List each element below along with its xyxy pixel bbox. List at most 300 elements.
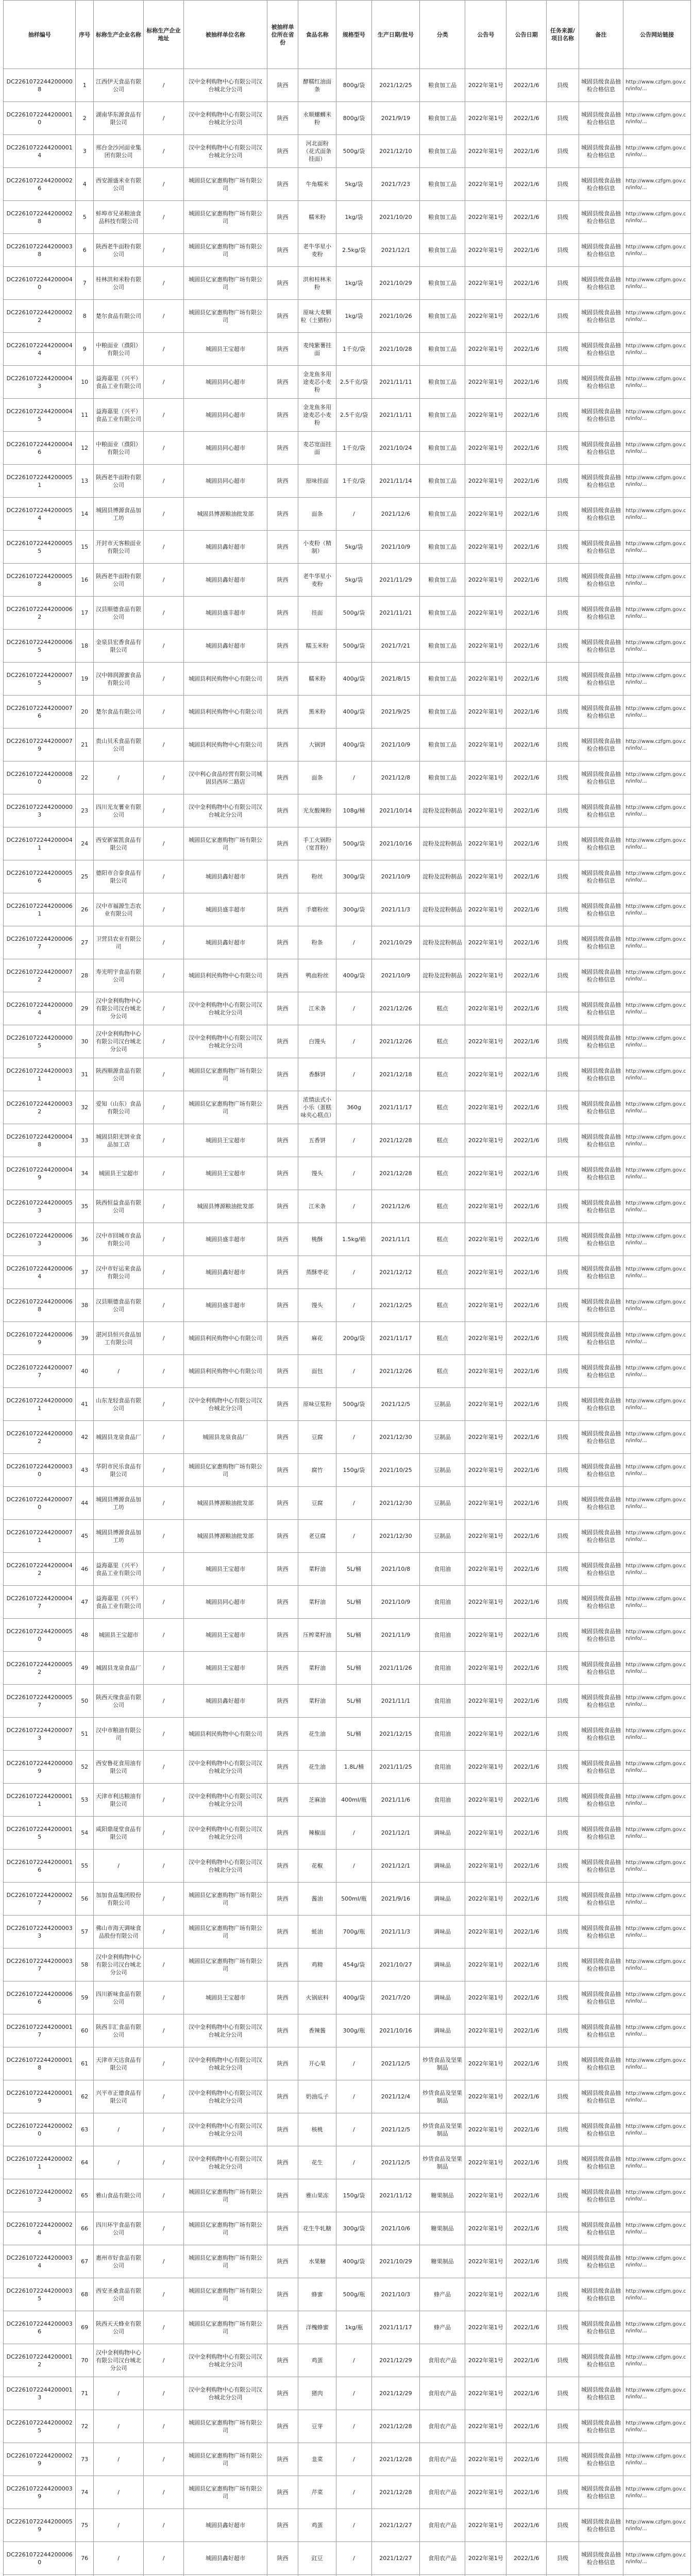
cell-announcement-link[interactable]: http://www.czfgm.gov.cn/info/... bbox=[623, 135, 691, 168]
cell-manufacturer-name: 汉县顺德食品有限公司 bbox=[93, 1289, 143, 1322]
cell-serial-no: 65 bbox=[76, 2179, 94, 2212]
cell-spec-model: / bbox=[336, 2542, 371, 2575]
cell-task-source: 县级 bbox=[547, 432, 579, 465]
cell-sample-id: DC22610722442000070 bbox=[4, 1487, 76, 1520]
cell-sampled-unit-name: 城固县亿家惠购物广场有限公司 bbox=[183, 2410, 267, 2443]
cell-sampled-unit-name: 城固县利民购物中心有限公司 bbox=[183, 959, 267, 992]
cell-sampled-unit-name: 城固县亿家惠购物广场有限公司 bbox=[183, 2278, 267, 2311]
cell-announcement-no: 2022年第1号 bbox=[465, 1619, 506, 1652]
cell-serial-no: 40 bbox=[76, 1355, 94, 1388]
cell-announcement-no: 2022年第1号 bbox=[465, 135, 506, 168]
cell-announcement-link[interactable]: http://www.czfgm.gov.cn/info/... bbox=[623, 1784, 691, 1817]
table-row bbox=[4, 1520, 691, 1553]
cell-announcement-date: 2022/1/6 bbox=[506, 1388, 547, 1421]
cell-sampled-unit-name: 城固县亿家惠购物广场有限公司 bbox=[183, 2245, 267, 2278]
cell-announcement-link[interactable]: http://www.czfgm.gov.cn/info/... bbox=[623, 1355, 691, 1388]
cell-sample-id: DC22610722442000044 bbox=[4, 333, 76, 366]
cell-announcement-link[interactable]: http://www.czfgm.gov.cn/info/... bbox=[623, 564, 691, 597]
column-header-announcement-link: 公告网站链接 bbox=[623, 1, 691, 69]
cell-serial-no: 69 bbox=[76, 2311, 94, 2344]
cell-manufacturer-address: / bbox=[144, 69, 184, 102]
cell-serial-no: 71 bbox=[76, 2377, 94, 2410]
cell-announcement-link[interactable]: http://www.czfgm.gov.cn/info/... bbox=[623, 827, 691, 860]
cell-manufacturer-name: 汉中金利购物中心有限公司汉台城北分公司 bbox=[93, 2344, 143, 2377]
cell-manufacturer-name: / bbox=[93, 2476, 143, 2509]
cell-announcement-no: 2022年第1号 bbox=[465, 1916, 506, 1948]
cell-food-name: 手工火锅粉（宽苕粉） bbox=[298, 827, 336, 860]
cell-serial-no: 4 bbox=[76, 168, 94, 201]
cell-sample-id: DC22610722442000040 bbox=[4, 267, 76, 300]
cell-announcement-link[interactable]: http://www.czfgm.gov.cn/info/... bbox=[623, 1388, 691, 1421]
cell-announcement-date: 2022/1/6 bbox=[506, 1751, 547, 1784]
cell-manufacturer-address: / bbox=[144, 926, 184, 959]
cell-manufacturer-name: 汉中韩润源蜜食品有限公司 bbox=[93, 663, 143, 696]
cell-production-date: 2021/10/9 bbox=[372, 531, 420, 564]
cell-sample-id: DC22610722442000018 bbox=[4, 2047, 76, 2080]
cell-category: 糖果制品 bbox=[419, 2245, 465, 2278]
cell-remarks: 城固县级食品抽检合格信息 bbox=[579, 1784, 623, 1817]
cell-manufacturer-address: / bbox=[144, 1091, 184, 1124]
cell-announcement-no: 2022年第1号 bbox=[465, 432, 506, 465]
cell-announcement-link[interactable]: http://www.czfgm.gov.cn/info/... bbox=[623, 1058, 691, 1091]
cell-food-name: 鸡精 bbox=[298, 1948, 336, 1981]
cell-food-name: 鸭血粉丝 bbox=[298, 959, 336, 992]
cell-remarks: 城固县级食品抽检合格信息 bbox=[579, 2113, 623, 2146]
cell-manufacturer-address: / bbox=[144, 1685, 184, 1718]
cell-announcement-no: 2022年第1号 bbox=[465, 2014, 506, 2047]
cell-announcement-link[interactable]: http://www.czfgm.gov.cn/info/... bbox=[623, 1190, 691, 1223]
cell-remarks: 城固县级食品抽检合格信息 bbox=[579, 1157, 623, 1190]
cell-food-name: 原味豆浆粉 bbox=[298, 1388, 336, 1421]
cell-announcement-link[interactable]: http://www.czfgm.gov.cn/info/... bbox=[623, 2113, 691, 2146]
cell-announcement-date: 2022/1/6 bbox=[506, 1586, 547, 1619]
cell-announcement-link[interactable]: http://www.czfgm.gov.cn/info/... bbox=[623, 234, 691, 267]
cell-serial-no: 7 bbox=[76, 267, 94, 300]
cell-serial-no: 9 bbox=[76, 333, 94, 366]
cell-announcement-link[interactable]: http://www.czfgm.gov.cn/info/... bbox=[623, 1322, 691, 1355]
cell-announcement-link[interactable]: http://www.czfgm.gov.cn/info/... bbox=[623, 465, 691, 498]
cell-sample-id: DC22610722442000061 bbox=[4, 893, 76, 926]
cell-spec-model: 5L/桶 bbox=[336, 1718, 371, 1751]
cell-announcement-link[interactable]: http://www.czfgm.gov.cn/info/... bbox=[623, 1948, 691, 1981]
cell-food-name: 蜂蜜 bbox=[298, 2278, 336, 2311]
cell-sampled-unit-name: 城固县亿家惠购物广场有限公司 bbox=[183, 234, 267, 267]
cell-task-source: 县级 bbox=[547, 2443, 579, 2476]
table-row bbox=[4, 663, 691, 696]
cell-announcement-link[interactable]: http://www.czfgm.gov.cn/info/... bbox=[623, 1981, 691, 2014]
cell-spec-model: 500g/袋 bbox=[336, 597, 371, 630]
cell-serial-no: 53 bbox=[76, 1784, 94, 1817]
cell-category: 糕点 bbox=[419, 1223, 465, 1256]
cell-sampled-unit-province: 陕西 bbox=[267, 2377, 298, 2410]
cell-remarks: 城固县级食品抽检合格信息 bbox=[579, 2509, 623, 2542]
cell-serial-no: 47 bbox=[76, 1586, 94, 1619]
cell-sample-id: DC22610722442000003 bbox=[4, 794, 76, 827]
cell-food-name: 猪肉 bbox=[298, 2377, 336, 2410]
cell-sample-id: DC22610722442000071 bbox=[4, 1520, 76, 1553]
cell-announcement-link[interactable]: http://www.czfgm.gov.cn/info/... bbox=[623, 531, 691, 564]
cell-serial-no: 12 bbox=[76, 432, 94, 465]
cell-announcement-link[interactable]: http://www.czfgm.gov.cn/info/... bbox=[623, 1586, 691, 1619]
cell-remarks: 城固县级食品抽检合格信息 bbox=[579, 2542, 623, 2575]
cell-announcement-no: 2022年第1号 bbox=[465, 1157, 506, 1190]
cell-announcement-date: 2022/1/6 bbox=[506, 1718, 547, 1751]
cell-announcement-link[interactable]: http://www.czfgm.gov.cn/info/... bbox=[623, 1091, 691, 1124]
cell-manufacturer-address: / bbox=[144, 1883, 184, 1916]
cell-announcement-no: 2022年第1号 bbox=[465, 2311, 506, 2344]
cell-spec-model: 150g/袋 bbox=[336, 2179, 371, 2212]
cell-announcement-link[interactable]: http://www.czfgm.gov.cn/info/... bbox=[623, 366, 691, 399]
cell-remarks: 城固县级食品抽检合格信息 bbox=[579, 630, 623, 663]
cell-announcement-link[interactable]: http://www.czfgm.gov.cn/info/... bbox=[623, 1223, 691, 1256]
cell-remarks: 城固县级食品抽检合格信息 bbox=[579, 1817, 623, 1850]
cell-announcement-link[interactable]: http://www.czfgm.gov.cn/info/... bbox=[623, 728, 691, 761]
cell-manufacturer-address: / bbox=[144, 2080, 184, 2113]
cell-task-source: 县级 bbox=[547, 1685, 579, 1718]
table-row bbox=[4, 597, 691, 630]
cell-announcement-link[interactable]: http://www.czfgm.gov.cn/info/... bbox=[623, 1124, 691, 1157]
cell-announcement-link[interactable]: http://www.czfgm.gov.cn/info/... bbox=[623, 630, 691, 663]
cell-sampled-unit-name: 城固县亿家惠购物广场有限公司 bbox=[183, 2311, 267, 2344]
cell-production-date: 2021/12/1 bbox=[372, 1850, 420, 1883]
cell-announcement-link[interactable]: http://www.czfgm.gov.cn/info/... bbox=[623, 2443, 691, 2476]
cell-spec-model: / bbox=[336, 992, 371, 1025]
cell-announcement-link[interactable]: http://www.czfgm.gov.cn/info/... bbox=[623, 1817, 691, 1850]
cell-production-date: 2021/8/15 bbox=[372, 663, 420, 696]
table-row bbox=[4, 1058, 691, 1091]
cell-spec-model: 360g bbox=[336, 1091, 371, 1124]
cell-announcement-link[interactable]: http://www.czfgm.gov.cn/info/... bbox=[623, 794, 691, 827]
cell-spec-model: / bbox=[336, 1025, 371, 1058]
cell-sample-id: DC22610722442000009 bbox=[4, 1751, 76, 1784]
cell-sampled-unit-name: 城固县龙泉食品厂 bbox=[183, 1421, 267, 1454]
cell-announcement-link[interactable]: http://www.czfgm.gov.cn/info/... bbox=[623, 1685, 691, 1718]
cell-manufacturer-address: / bbox=[144, 1388, 184, 1421]
cell-announcement-link[interactable]: http://www.czfgm.gov.cn/info/... bbox=[623, 2146, 691, 2179]
cell-category: 粮食加工品 bbox=[419, 761, 465, 794]
cell-announcement-link[interactable]: http://www.czfgm.gov.cn/info/... bbox=[623, 2509, 691, 2542]
cell-announcement-link[interactable]: http://www.czfgm.gov.cn/info/... bbox=[623, 102, 691, 135]
cell-spec-model: / bbox=[336, 2344, 371, 2377]
cell-manufacturer-name: 西安源盛米业有限公司 bbox=[93, 168, 143, 201]
cell-task-source: 县级 bbox=[547, 300, 579, 333]
cell-announcement-link[interactable]: http://www.czfgm.gov.cn/info/... bbox=[623, 663, 691, 696]
cell-announcement-link[interactable]: http://www.czfgm.gov.cn/info/... bbox=[623, 2377, 691, 2410]
cell-announcement-link[interactable]: http://www.czfgm.gov.cn/info/... bbox=[623, 2278, 691, 2311]
cell-announcement-link[interactable]: http://www.czfgm.gov.cn/info/... bbox=[623, 959, 691, 992]
cell-announcement-link[interactable]: http://www.czfgm.gov.cn/info/... bbox=[623, 696, 691, 728]
cell-category: 糕点 bbox=[419, 1058, 465, 1091]
cell-announcement-date: 2022/1/6 bbox=[506, 2146, 547, 2179]
cell-sample-id: DC22610722442000069 bbox=[4, 1322, 76, 1355]
cell-production-date: 2021/12/8 bbox=[372, 761, 420, 794]
cell-sampled-unit-name: 城固县亿家惠购物广场有限公司 bbox=[183, 2476, 267, 2509]
cell-production-date: 2021/12/5 bbox=[372, 2146, 420, 2179]
cell-manufacturer-name: 楚尔食品有限公司 bbox=[93, 696, 143, 728]
cell-announcement-date: 2022/1/6 bbox=[506, 1520, 547, 1553]
cell-announcement-date: 2022/1/6 bbox=[506, 564, 547, 597]
cell-announcement-link[interactable]: http://www.czfgm.gov.cn/info/... bbox=[623, 2179, 691, 2212]
table-body bbox=[4, 69, 691, 2576]
cell-manufacturer-address: / bbox=[144, 597, 184, 630]
cell-category: 食用农产品 bbox=[419, 2509, 465, 2542]
cell-category: 淀粉及淀粉制品 bbox=[419, 959, 465, 992]
cell-manufacturer-address: / bbox=[144, 2377, 184, 2410]
cell-remarks: 城固县级食品抽检合格信息 bbox=[579, 1981, 623, 2014]
cell-task-source: 县级 bbox=[547, 2311, 579, 2344]
cell-announcement-link[interactable]: http://www.czfgm.gov.cn/info/... bbox=[623, 168, 691, 201]
cell-category: 炒货食品及坚果制品 bbox=[419, 2047, 465, 2080]
cell-category: 粮食加工品 bbox=[419, 696, 465, 728]
table-row bbox=[4, 1883, 691, 1916]
cell-manufacturer-name: 四川环宇食品有限公司 bbox=[93, 2212, 143, 2245]
cell-production-date: 2021/12/6 bbox=[372, 498, 420, 531]
cell-sample-id: DC22610722442000046 bbox=[4, 432, 76, 465]
cell-spec-model: 5L/桶 bbox=[336, 1553, 371, 1586]
cell-announcement-link[interactable]: http://www.czfgm.gov.cn/info/... bbox=[623, 1883, 691, 1916]
cell-serial-no: 68 bbox=[76, 2278, 94, 2311]
cell-spec-model: 1kg/袋 bbox=[336, 267, 371, 300]
cell-manufacturer-name: 雅山食品有限公司 bbox=[93, 2179, 143, 2212]
cell-task-source: 县级 bbox=[547, 1058, 579, 1091]
cell-remarks: 城固县级食品抽检合格信息 bbox=[579, 860, 623, 893]
cell-announcement-link[interactable]: http://www.czfgm.gov.cn/info/... bbox=[623, 2344, 691, 2377]
cell-announcement-no: 2022年第1号 bbox=[465, 2443, 506, 2476]
cell-announcement-link[interactable]: http://www.czfgm.gov.cn/info/... bbox=[623, 597, 691, 630]
cell-announcement-no: 2022年第1号 bbox=[465, 2476, 506, 2509]
cell-announcement-link[interactable]: http://www.czfgm.gov.cn/info/... bbox=[623, 926, 691, 959]
cell-task-source: 县级 bbox=[547, 267, 579, 300]
cell-sampled-unit-province: 陕西 bbox=[267, 1520, 298, 1553]
cell-manufacturer-name: 益海嘉里（兴平）食品工业有限公司 bbox=[93, 366, 143, 399]
cell-announcement-link[interactable]: http://www.czfgm.gov.cn/info/... bbox=[623, 1520, 691, 1553]
cell-announcement-link[interactable]: http://www.czfgm.gov.cn/info/... bbox=[623, 2311, 691, 2344]
cell-announcement-link[interactable]: http://www.czfgm.gov.cn/info/... bbox=[623, 69, 691, 102]
cell-category: 糖果制品 bbox=[419, 2179, 465, 2212]
cell-sampled-unit-name: 城固县利民购物中心有限公司 bbox=[183, 1355, 267, 1388]
table-row bbox=[4, 432, 691, 465]
cell-announcement-link[interactable]: http://www.czfgm.gov.cn/info/... bbox=[623, 2410, 691, 2443]
cell-production-date: 2021/11/26 bbox=[372, 1652, 420, 1685]
cell-sample-id: DC22610722442000073 bbox=[4, 1718, 76, 1751]
cell-sampled-unit-province: 陕西 bbox=[267, 1157, 298, 1190]
cell-manufacturer-address: / bbox=[144, 267, 184, 300]
cell-sampled-unit-name: 城固县同心超市 bbox=[183, 465, 267, 498]
cell-remarks: 城固县级食品抽检合格信息 bbox=[579, 663, 623, 696]
cell-announcement-date: 2022/1/6 bbox=[506, 1421, 547, 1454]
table-row bbox=[4, 728, 691, 761]
cell-announcement-link[interactable]: http://www.czfgm.gov.cn/info/... bbox=[623, 399, 691, 432]
cell-food-name: 手磨粉丝 bbox=[298, 893, 336, 926]
cell-announcement-link[interactable]: http://www.czfgm.gov.cn/info/... bbox=[623, 2476, 691, 2509]
cell-manufacturer-address: / bbox=[144, 2443, 184, 2476]
cell-food-name: 原味挂面 bbox=[298, 465, 336, 498]
cell-announcement-link[interactable]: http://www.czfgm.gov.cn/info/... bbox=[623, 2014, 691, 2047]
column-header-remarks: 备注 bbox=[579, 1, 623, 69]
cell-remarks: 城固县级食品抽检合格信息 bbox=[579, 2047, 623, 2080]
cell-serial-no: 59 bbox=[76, 1981, 94, 2014]
cell-food-name: 菜籽油 bbox=[298, 1652, 336, 1685]
cell-announcement-link[interactable]: http://www.czfgm.gov.cn/info/... bbox=[623, 267, 691, 300]
cell-announcement-link[interactable]: http://www.czfgm.gov.cn/info/... bbox=[623, 1850, 691, 1883]
cell-food-name: 豆腐 bbox=[298, 1487, 336, 1520]
cell-announcement-link[interactable]: http://www.czfgm.gov.cn/info/... bbox=[623, 1718, 691, 1751]
cell-manufacturer-address: / bbox=[144, 2113, 184, 2146]
cell-task-source: 县级 bbox=[547, 201, 579, 234]
cell-announcement-link[interactable]: http://www.czfgm.gov.cn/info/... bbox=[623, 432, 691, 465]
cell-announcement-link[interactable]: http://www.czfgm.gov.cn/info/... bbox=[623, 1553, 691, 1586]
cell-sampled-unit-name: 城固县盛丰超市 bbox=[183, 1289, 267, 1322]
cell-production-date: 2021/10/29 bbox=[372, 926, 420, 959]
cell-announcement-link[interactable]: http://www.czfgm.gov.cn/info/... bbox=[623, 1916, 691, 1948]
cell-spec-model: 300g/袋 bbox=[336, 2212, 371, 2245]
table-row bbox=[4, 564, 691, 597]
cell-sampled-unit-name: 城固县同心超市 bbox=[183, 432, 267, 465]
cell-sampled-unit-name: 城固县鑫好超市 bbox=[183, 564, 267, 597]
cell-announcement-link[interactable]: http://www.czfgm.gov.cn/info/... bbox=[623, 1421, 691, 1454]
cell-sampled-unit-name: 城固县同心超市 bbox=[183, 399, 267, 432]
column-header-food-name: 食品名称 bbox=[298, 1, 336, 69]
cell-sample-id: DC22610722442000033 bbox=[4, 1916, 76, 1948]
cell-remarks: 城固县级食品抽检合格信息 bbox=[579, 300, 623, 333]
cell-announcement-link[interactable]: http://www.czfgm.gov.cn/info/... bbox=[623, 333, 691, 366]
cell-sampled-unit-province: 陕西 bbox=[267, 1124, 298, 1157]
cell-manufacturer-name: 西安鲁花食用油有限公司 bbox=[93, 1751, 143, 1784]
cell-production-date: 2021/11/14 bbox=[372, 465, 420, 498]
cell-food-name: 核桃 bbox=[298, 2113, 336, 2146]
cell-sample-id: DC22610722442000047 bbox=[4, 1586, 76, 1619]
cell-spec-model: / bbox=[336, 1058, 371, 1091]
cell-announcement-link[interactable]: http://www.czfgm.gov.cn/info/... bbox=[623, 1025, 691, 1058]
cell-announcement-link[interactable]: http://www.czfgm.gov.cn/info/... bbox=[623, 1454, 691, 1487]
cell-announcement-link[interactable]: http://www.czfgm.gov.cn/info/... bbox=[623, 2080, 691, 2113]
cell-sampled-unit-province: 陕西 bbox=[267, 201, 298, 234]
cell-production-date: 2021/11/17 bbox=[372, 1322, 420, 1355]
cell-manufacturer-name: 加加食品集团股份有限公司 bbox=[93, 1883, 143, 1916]
cell-task-source: 县级 bbox=[547, 498, 579, 531]
cell-sampled-unit-province: 陕西 bbox=[267, 2410, 298, 2443]
cell-manufacturer-name: / bbox=[93, 2146, 143, 2179]
cell-sampled-unit-province: 陕西 bbox=[267, 2146, 298, 2179]
cell-announcement-no: 2022年第1号 bbox=[465, 1685, 506, 1718]
cell-announcement-no: 2022年第1号 bbox=[465, 1850, 506, 1883]
cell-announcement-link[interactable]: http://www.czfgm.gov.cn/info/... bbox=[623, 2542, 691, 2575]
table-row bbox=[4, 1981, 691, 2014]
cell-remarks: 城固县级食品抽检合格信息 bbox=[579, 135, 623, 168]
cell-announcement-no: 2022年第1号 bbox=[465, 992, 506, 1025]
table-row bbox=[4, 300, 691, 333]
cell-announcement-no: 2022年第1号 bbox=[465, 959, 506, 992]
cell-sampled-unit-name: 城固县利民购物中心有限公司 bbox=[183, 696, 267, 728]
cell-sample-id: DC22610722442000051 bbox=[4, 465, 76, 498]
cell-announcement-link[interactable]: http://www.czfgm.gov.cn/info/... bbox=[623, 1157, 691, 1190]
cell-serial-no: 25 bbox=[76, 860, 94, 893]
cell-announcement-link[interactable]: http://www.czfgm.gov.cn/info/... bbox=[623, 1652, 691, 1685]
cell-category: 粮食加工品 bbox=[419, 300, 465, 333]
cell-sampled-unit-name: 汉中金利购物中心有限公司汉台城北分公司 bbox=[183, 69, 267, 102]
cell-sample-id: DC22610722442000016 bbox=[4, 1850, 76, 1883]
cell-announcement-link[interactable]: http://www.czfgm.gov.cn/info/... bbox=[623, 893, 691, 926]
cell-manufacturer-address: / bbox=[144, 333, 184, 366]
table-row bbox=[4, 1454, 691, 1487]
cell-sample-id: DC22610722442000042 bbox=[4, 1553, 76, 1586]
cell-production-date: 2021/12/5 bbox=[372, 2113, 420, 2146]
cell-sample-id: DC22610722442000035 bbox=[4, 2278, 76, 2311]
cell-task-source: 县级 bbox=[547, 926, 579, 959]
cell-category: 豆制品 bbox=[419, 1520, 465, 1553]
cell-remarks: 城固县级食品抽检合格信息 bbox=[579, 1718, 623, 1751]
cell-category: 蜂产品 bbox=[419, 2278, 465, 2311]
cell-production-date: 2021/10/9 bbox=[372, 860, 420, 893]
cell-food-name: 花生 bbox=[298, 2146, 336, 2179]
cell-announcement-link[interactable]: http://www.czfgm.gov.cn/info/... bbox=[623, 2047, 691, 2080]
cell-announcement-link[interactable]: http://www.czfgm.gov.cn/info/... bbox=[623, 201, 691, 234]
cell-announcement-no: 2022年第1号 bbox=[465, 1124, 506, 1157]
cell-remarks: 城固县级食品抽检合格信息 bbox=[579, 102, 623, 135]
cell-announcement-link[interactable]: http://www.czfgm.gov.cn/info/... bbox=[623, 1751, 691, 1784]
cell-sampled-unit-province: 陕西 bbox=[267, 1025, 298, 1058]
cell-category: 糕点 bbox=[419, 1025, 465, 1058]
cell-announcement-link[interactable]: http://www.czfgm.gov.cn/info/... bbox=[623, 498, 691, 531]
column-header-announcement-date: 公告日期 bbox=[506, 1, 547, 69]
cell-announcement-link[interactable]: http://www.czfgm.gov.cn/info/... bbox=[623, 860, 691, 893]
cell-manufacturer-name: 开封市天客粮面业有限公司 bbox=[93, 531, 143, 564]
column-header-task-source: 任务来源/项目名称 bbox=[547, 1, 579, 69]
cell-announcement-link[interactable]: http://www.czfgm.gov.cn/info/... bbox=[623, 1256, 691, 1289]
cell-announcement-link[interactable]: http://www.czfgm.gov.cn/info/... bbox=[623, 992, 691, 1025]
cell-spec-model: 1千克/袋 bbox=[336, 333, 371, 366]
cell-sampled-unit-name: 城固县博源粮油批发部 bbox=[183, 498, 267, 531]
cell-sampled-unit-name: 城固县利民购物中心有限公司 bbox=[183, 1322, 267, 1355]
cell-remarks: 城固县级食品抽检合格信息 bbox=[579, 2212, 623, 2245]
cell-announcement-link[interactable]: http://www.czfgm.gov.cn/info/... bbox=[623, 1289, 691, 1322]
cell-announcement-link[interactable]: http://www.czfgm.gov.cn/info/... bbox=[623, 2212, 691, 2245]
cell-announcement-link[interactable]: http://www.czfgm.gov.cn/info/... bbox=[623, 761, 691, 794]
cell-remarks: 城固县级食品抽检合格信息 bbox=[579, 1553, 623, 1586]
cell-manufacturer-address: / bbox=[144, 102, 184, 135]
cell-production-date: 2021/12/6 bbox=[372, 1190, 420, 1223]
cell-manufacturer-address: / bbox=[144, 827, 184, 860]
cell-remarks: 城固县级食品抽检合格信息 bbox=[579, 1652, 623, 1685]
cell-announcement-link[interactable]: http://www.czfgm.gov.cn/info/... bbox=[623, 300, 691, 333]
cell-remarks: 城固县级食品抽检合格信息 bbox=[579, 2377, 623, 2410]
cell-sample-id: DC22610722442000059 bbox=[4, 2509, 76, 2542]
cell-announcement-date: 2022/1/6 bbox=[506, 2047, 547, 2080]
table-row bbox=[4, 2476, 691, 2509]
cell-category: 粮食加工品 bbox=[419, 234, 465, 267]
cell-category: 淀粉及淀粉制品 bbox=[419, 827, 465, 860]
cell-production-date: 2021/12/25 bbox=[372, 1289, 420, 1322]
cell-serial-no: 17 bbox=[76, 597, 94, 630]
cell-spec-model: / bbox=[336, 1487, 371, 1520]
cell-manufacturer-name: 贵山贝禾食品有限公司 bbox=[93, 728, 143, 761]
cell-serial-no: 42 bbox=[76, 1421, 94, 1454]
cell-sample-id: DC22610722442000023 bbox=[4, 2179, 76, 2212]
cell-food-name: 糯米粉 bbox=[298, 663, 336, 696]
cell-sample-id: DC22610722442000045 bbox=[4, 399, 76, 432]
cell-announcement-link[interactable]: http://www.czfgm.gov.cn/info/... bbox=[623, 2245, 691, 2278]
cell-announcement-date: 2022/1/6 bbox=[506, 1619, 547, 1652]
cell-sample-id: DC22610722442000076 bbox=[4, 696, 76, 728]
cell-manufacturer-name: 陕西顺源食品有限公司 bbox=[93, 1058, 143, 1091]
cell-sampled-unit-province: 陕西 bbox=[267, 597, 298, 630]
cell-manufacturer-address: / bbox=[144, 1751, 184, 1784]
cell-spec-model: 1.5kg/箱 bbox=[336, 1223, 371, 1256]
cell-food-name: 奶油瓜子 bbox=[298, 2080, 336, 2113]
cell-announcement-link[interactable]: http://www.czfgm.gov.cn/info/... bbox=[623, 1619, 691, 1652]
cell-announcement-link[interactable]: http://www.czfgm.gov.cn/info/... bbox=[623, 1487, 691, 1520]
column-header-serial-no: 序号 bbox=[76, 1, 94, 69]
